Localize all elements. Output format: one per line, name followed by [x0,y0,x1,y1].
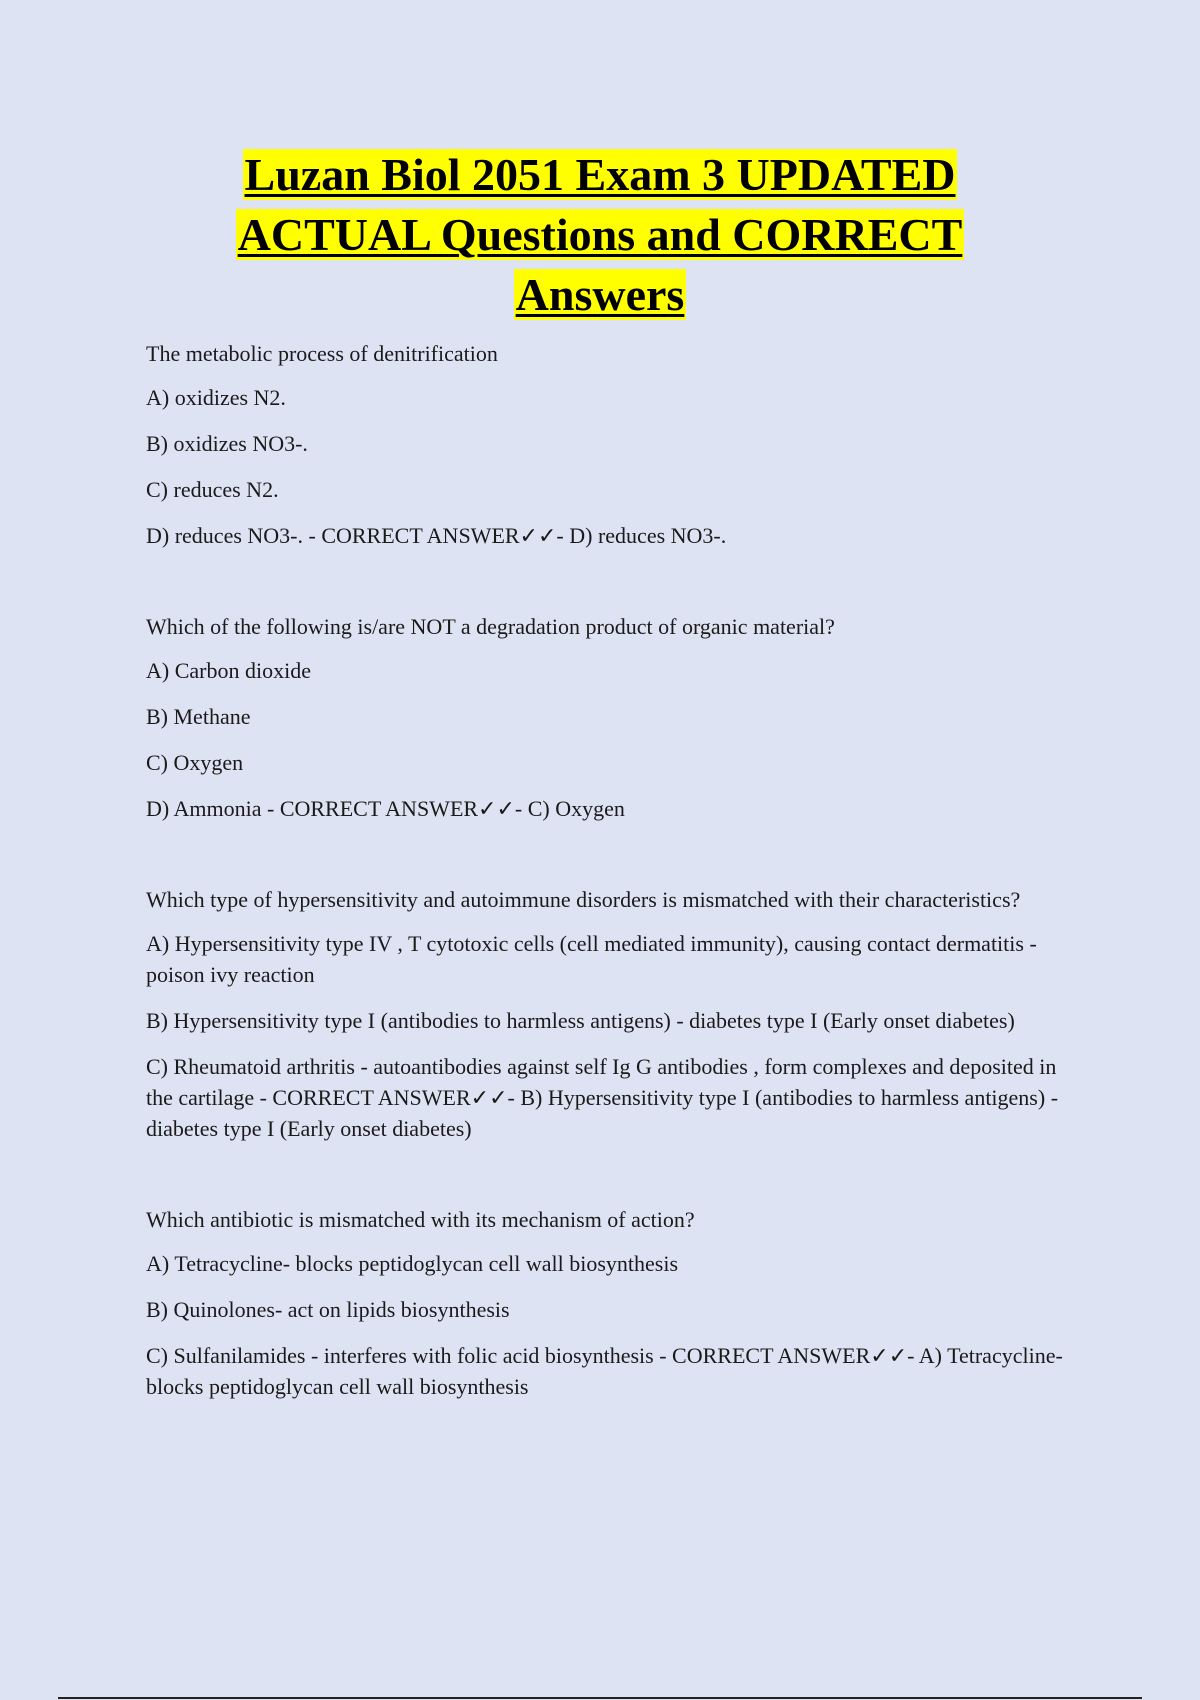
answer-option: A) oxidizes N2. [146,385,286,410]
answer-option-with-correct-answer: D) Ammonia - CORRECT ANSWER✓✓- C) Oxygen [146,796,625,821]
answer-option-with-correct-answer: C) Rheumatoid arthritis - autoantibodies against self Ig G antibodies , form complexes and deposited in the cartilage - CORRECT ANSWER✓✓- B) Hypersensitivity type I (antibodies to harmless antigens) - diabetes type I (Early onset diabetes) [146,1054,1059,1141]
answer-option: A) Carbon dioxide [146,658,311,683]
answer-option: A) Hypersensitivity type IV , T cytotoxic cells (cell mediated immunity), causing contact dermatitis - poison ivy reaction [146,931,1037,987]
questions-list [146,338,1066,1402]
answer-option: B) Quinolones- act on lipids biosynthesis [146,1297,510,1322]
question-block-1 [146,338,1066,551]
question-prompt: Which antibiotic is mismatched with its mechanism of action? [146,1207,695,1232]
title-line-2: ACTUAL Questions and CORRECT [237,209,963,260]
answer-option-with-correct-answer: C) Sulfanilamides - interferes with folic acid biosynthesis - CORRECT ANSWER✓✓- A) Tetracycline- blocks peptidoglycan cell wall biosynthesis [146,1343,1063,1399]
page-bottom-rule [58,1697,1142,1699]
question-block-2 [146,611,1066,824]
answer-option: A) Tetracycline- blocks peptidoglycan cell wall biosynthesis [146,1251,679,1276]
question-prompt: The metabolic process of denitrification [146,341,498,366]
title-line-1: Luzan Biol 2051 Exam 3 UPDATED [244,149,956,200]
answer-option: B) Methane [146,704,251,729]
question-block-4 [146,1204,1066,1402]
answer-option-with-correct-answer: D) reduces NO3-. - CORRECT ANSWER✓✓- D) reduces NO3-. [146,523,727,548]
question-block-3 [146,884,1066,1144]
question-prompt: Which type of hypersensitivity and autoimmune disorders is mismatched with their characteristics? [146,887,1021,912]
title-line-3: Answers [515,269,685,320]
answer-option: B) Hypersensitivity type I (antibodies to harmless antigens) - diabetes type I (Early onset diabetes) [146,1008,1015,1033]
answer-option: C) reduces N2. [146,477,279,502]
answer-option: B) oxidizes NO3-. [146,431,308,456]
question-prompt: Which of the following is/are NOT a degradation product of organic material? [146,614,835,639]
answer-option: C) Oxygen [146,750,244,775]
document-title [0,145,1200,325]
